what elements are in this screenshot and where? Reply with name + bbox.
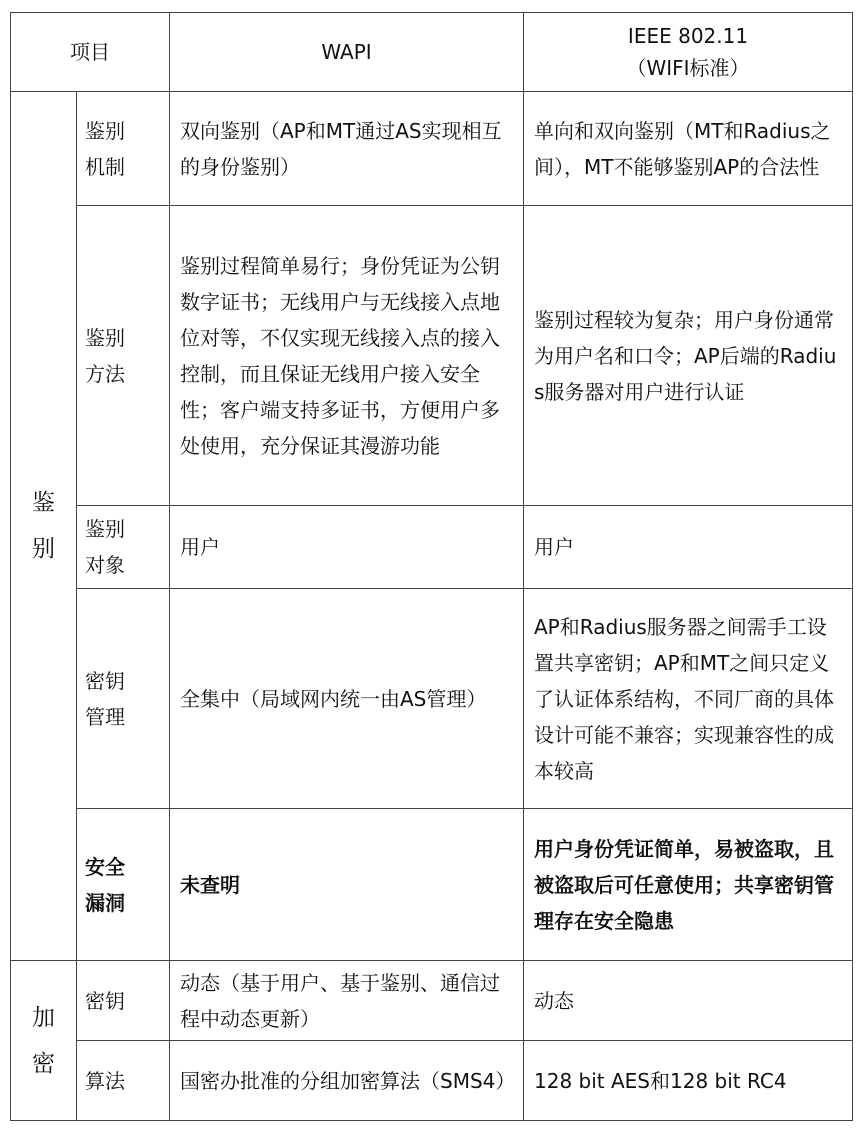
- cell-wapi: 全集中（局域网内统一由AS管理）: [170, 589, 524, 809]
- header-wapi-label: WAPI: [321, 40, 372, 64]
- cell-ieee: 用户身份凭证简单，易被盗取，且被盗取后可任意使用；共享密钥管理存在安全隐患: [524, 809, 853, 961]
- row-item: [77, 809, 170, 961]
- header-wapi: [170, 13, 524, 92]
- cell-wapi: 双向鉴别（AP和MT通过AS实现相互的身份鉴别）: [170, 92, 524, 206]
- header-ieee-line1: IEEE 802.11: [627, 24, 749, 48]
- header-row: [11, 13, 853, 92]
- cell-ieee: 动态: [524, 961, 853, 1041]
- cell-wapi: 鉴别过程简单易行；身份凭证为公钥数字证书；无线用户与无线接入点地位对等，不仅实现无线接入点的接入控制，而且保证无线用户接入安全性；客户端支持多证书，方便用户多处使用，充分保证其漫游功能: [170, 206, 524, 506]
- table-row: [11, 589, 853, 809]
- table-row: [11, 206, 853, 506]
- comparison-table: [10, 12, 853, 1121]
- row-item-line: 算法: [85, 1068, 125, 1093]
- table-row: [11, 92, 853, 206]
- cell-wapi: 动态（基于用户、基于鉴别、通信过程中动态更新）: [170, 961, 524, 1041]
- table-row: [11, 1041, 853, 1121]
- row-item-line: 鉴别: [85, 517, 125, 541]
- group-label-auth: [11, 92, 77, 961]
- row-item-line: 机制: [85, 154, 125, 179]
- group-label-char: 加: [32, 1004, 55, 1031]
- row-item-line: 安全: [85, 854, 125, 879]
- header-ieee-line2: （WIFI标准）: [626, 56, 750, 80]
- group-label-encryption: [11, 961, 77, 1121]
- row-item: [77, 961, 170, 1041]
- group-label-char: 鉴: [32, 490, 55, 516]
- row-item-line: 对象: [85, 553, 125, 577]
- row-item: [77, 589, 170, 809]
- table-row: [11, 961, 853, 1041]
- group-label-char: 密: [32, 1050, 55, 1077]
- row-item: [77, 1041, 170, 1121]
- row-item-line: 漏洞: [85, 890, 125, 915]
- cell-ieee: 单向和双向鉴别（MT和Radius之间），MT不能够鉴别AP的合法性: [524, 92, 853, 206]
- row-item-line: 鉴别: [85, 118, 125, 143]
- row-item-line: 方法: [85, 361, 125, 386]
- cell-ieee: 用户: [524, 506, 853, 589]
- cell-ieee: 鉴别过程较为复杂；用户身份通常为用户名和口令；AP后端的Radius服务器对用户进行认证: [524, 206, 853, 506]
- cell-ieee: 128 bit AES和128 bit RC4: [524, 1041, 853, 1121]
- cell-ieee: AP和Radius服务器之间需手工设置共享密钥；AP和MT之间只定义了认证体系结构，不同厂商的具体设计可能不兼容；实现兼容性的成本较高: [524, 589, 853, 809]
- row-item: [77, 206, 170, 506]
- cell-wapi: 未查明: [170, 809, 524, 961]
- header-ieee: [524, 13, 853, 92]
- group-label-char: 别: [32, 536, 55, 562]
- cell-wapi: 用户: [170, 506, 524, 589]
- table-row: [11, 506, 853, 589]
- header-item-label: 项目: [70, 40, 110, 64]
- row-item-line: 密钥: [85, 668, 125, 693]
- row-item: [77, 506, 170, 589]
- header-item: [11, 13, 170, 92]
- row-item-line: 鉴别: [85, 325, 125, 350]
- table-row: [11, 809, 853, 961]
- row-item-line: 密钥: [85, 988, 125, 1013]
- cell-wapi: 国密办批准的分组加密算法（SMS4）: [170, 1041, 524, 1121]
- row-item: [77, 92, 170, 206]
- row-item-line: 管理: [85, 704, 125, 729]
